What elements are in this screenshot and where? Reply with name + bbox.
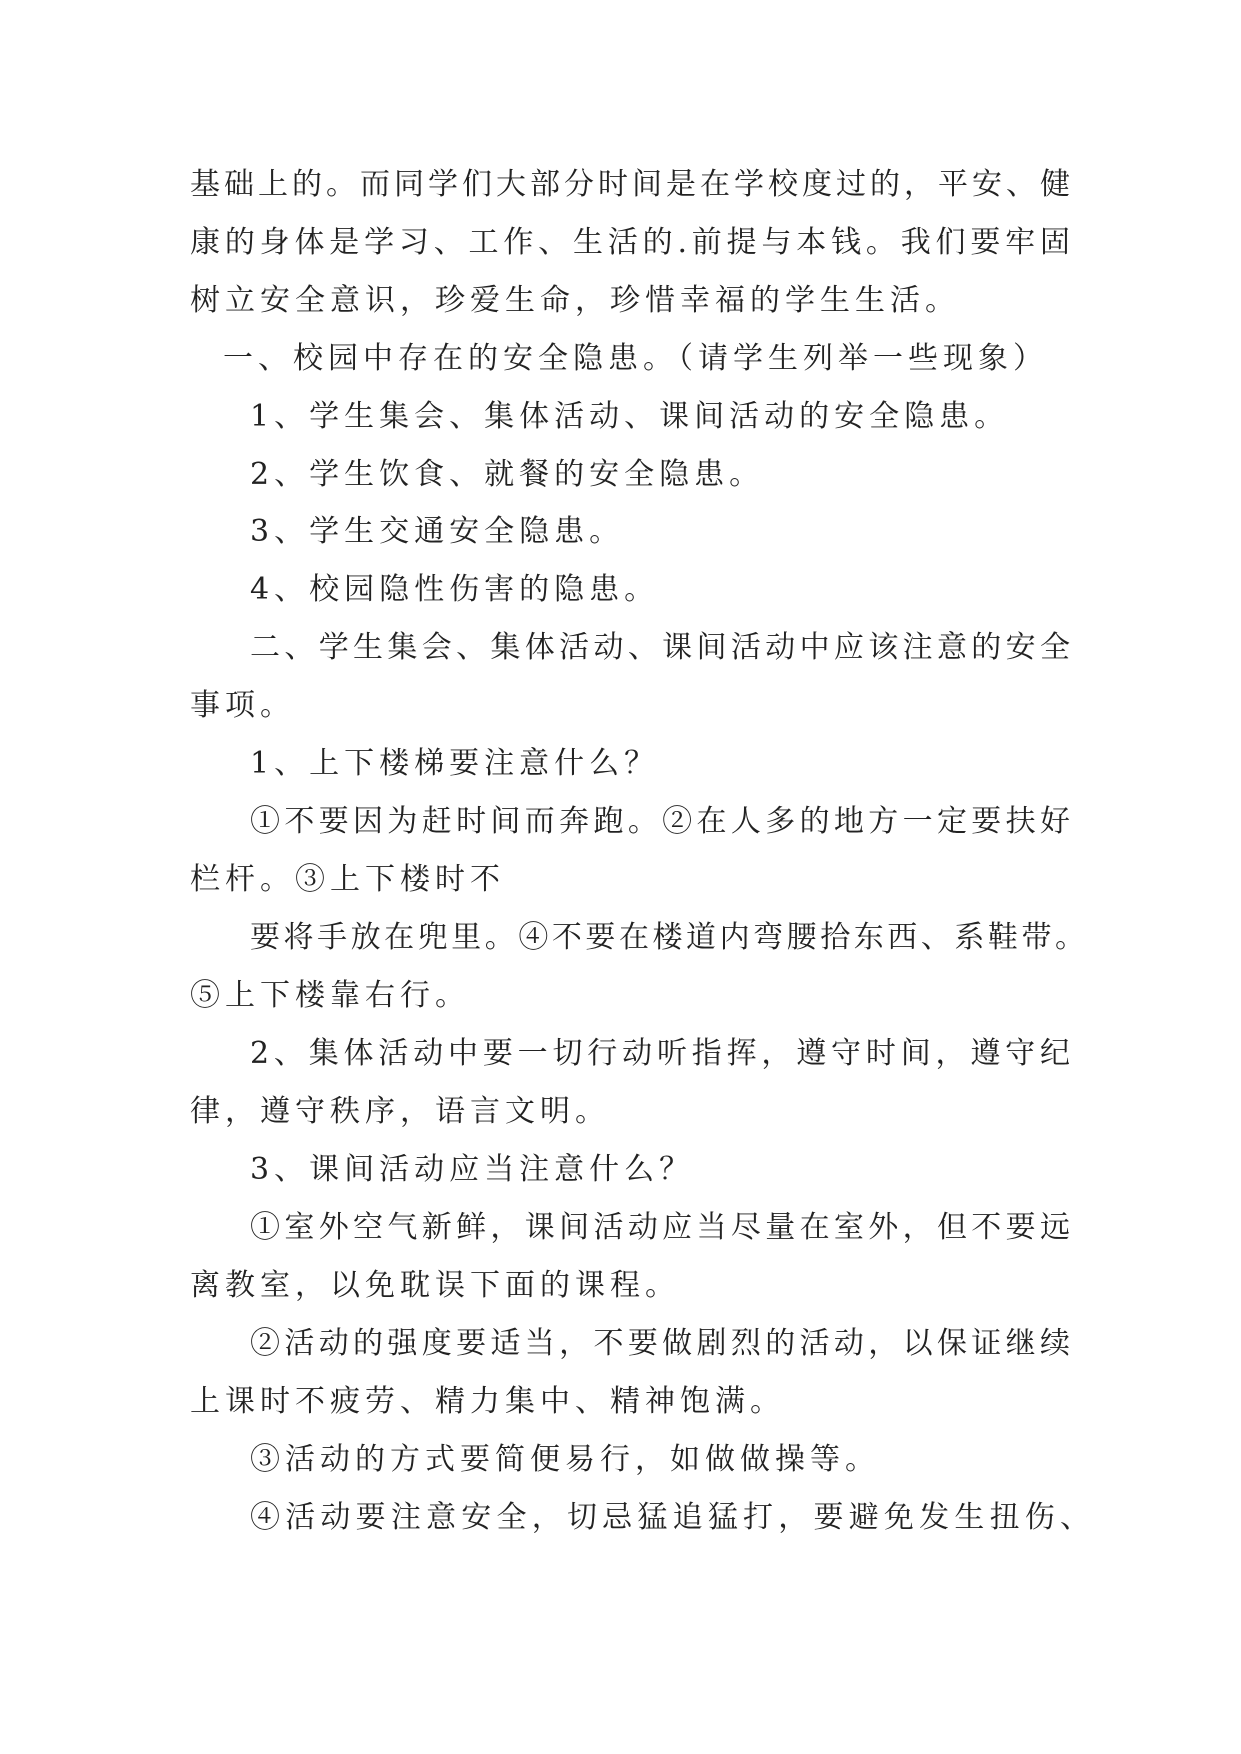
list-item: 2、学生饮食、就餐的安全隐患。 <box>250 457 765 492</box>
text-line: 基础上的。而同学们大部分时间是在学校度过的，平安、健 <box>190 167 1070 202</box>
list-item: 1、学生集会、集体活动、课间活动的安全隐患。 <box>250 399 1010 434</box>
text-line: 离教室，以免耽误下面的课程。 <box>190 1268 680 1303</box>
text-line: 栏杆。③上下楼时不 <box>190 862 505 897</box>
text-line: ①不要因为赶时间而奔跑。②在人多的地方一定要扶好 <box>250 804 1070 839</box>
subheading: 3、课间活动应当注意什么？ <box>250 1152 695 1187</box>
text-line: ①室外空气新鲜，课间活动应当尽量在室外，但不要远 <box>250 1210 1070 1245</box>
text-line: 律，遵守秩序，语言文明。 <box>190 1094 610 1129</box>
list-item: 4、校园隐性伤害的隐患。 <box>250 572 660 607</box>
subheading: 1、上下楼梯要注意什么？ <box>250 746 660 781</box>
section-heading-cont: 事项。 <box>190 688 295 723</box>
list-item: 3、学生交通安全隐患。 <box>250 514 625 549</box>
text-line: 上课时不疲劳、精力集中、精神饱满。 <box>190 1384 785 1419</box>
section-heading: 二、学生集会、集体活动、课间活动中应该注意的安全 <box>250 630 1070 665</box>
text-line: 康的身体是学习、工作、生活的.前提与本钱。我们要牢固 <box>190 225 1070 260</box>
text-line: ②活动的强度要适当，不要做剧烈的活动，以保证继续 <box>250 1326 1070 1361</box>
text-line: 要将手放在兜里。④不要在楼道内弯腰拾东西、系鞋带。 <box>250 920 1085 955</box>
text-line: ③活动的方式要简便易行，如做做操等。 <box>250 1442 880 1477</box>
text-line: ④活动要注意安全，切忌猛追猛打，要避免发生扭伤、 <box>250 1500 1090 1535</box>
text-line: 2、集体活动中要一切行动听指挥，遵守时间，遵守纪 <box>250 1036 1070 1071</box>
text-line: ⑤上下楼靠右行。 <box>190 978 470 1013</box>
section-heading: 一、校园中存在的安全隐患。（请学生列举一些现象） <box>223 341 1048 376</box>
text-line: 树立安全意识，珍爱生命，珍惜幸福的学生生活。 <box>190 283 960 318</box>
